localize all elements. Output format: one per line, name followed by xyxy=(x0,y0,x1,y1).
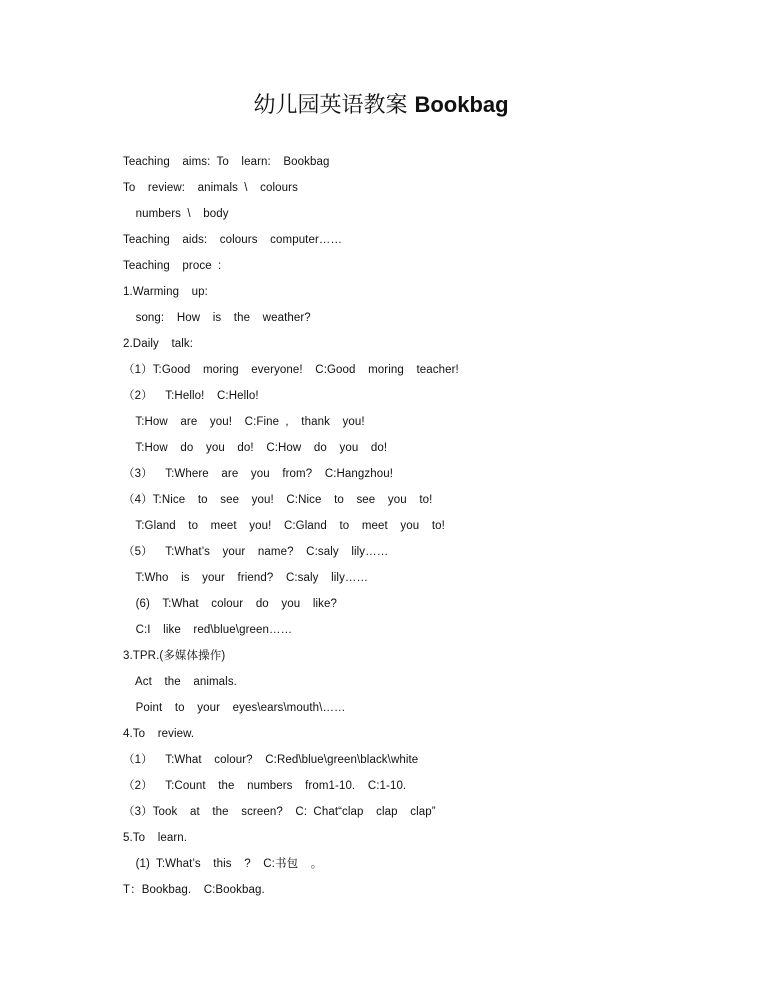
text-line-daily-talk-4: （4）T:Nice to see you! C:Nice to see you to! xyxy=(123,494,433,506)
text-line-daily-talk-2: （2） T:Hello! C:Hello! xyxy=(123,390,259,402)
text-line-daily-talk-2b: T:How are you! C:Fine , thank you! xyxy=(123,416,365,428)
document-title-english: Bookbag xyxy=(414,92,509,117)
lesson-plan-body xyxy=(123,152,723,906)
text-line-daily-talk-2c: T:How do you do! C:How do you do! xyxy=(123,442,388,454)
section-heading-tpr: 3.TPR.(多媒体操作) xyxy=(123,650,226,662)
section-heading-warming-up: 1.Warming up: xyxy=(123,286,208,298)
text-line-point: Point to your eyes\ears\mouth\…… xyxy=(123,702,346,714)
text-line-daily-talk-6: (6) T:What colour do you like? xyxy=(123,598,337,610)
document-title xyxy=(0,88,762,123)
section-heading-to-learn: 5.To learn. xyxy=(123,832,188,844)
document-title-chinese: 幼儿园英语教案 xyxy=(253,93,415,118)
text-line-review-continued: numbers \ body xyxy=(123,208,229,220)
text-line-teaching-aims: Teaching aims: To learn: Bookbag xyxy=(123,156,330,168)
text-line-review: To review: animals \ colours xyxy=(123,182,298,194)
text-line-daily-talk-1: （1）T:Good moring everyone! C:Good moring teacher! xyxy=(123,364,459,376)
text-line-teaching-process: Teaching proce : xyxy=(123,260,222,272)
text-line-daily-talk-6b: C:I like red\blue\green…… xyxy=(123,624,293,636)
text-line-song: song: How is the weather? xyxy=(123,312,311,324)
text-line-review-1: （1） T:What colour? C:Red\blue\green\black\white xyxy=(123,754,419,766)
text-line-daily-talk-5b: T:Who is your friend? C:saly lily…… xyxy=(123,572,369,584)
text-line-daily-talk-4b: T:Gland to meet you! C:Gland to meet you to! xyxy=(123,520,445,532)
section-heading-daily-talk: 2.Daily talk: xyxy=(123,338,194,350)
text-line-daily-talk-5: （5） T:What’s your name? C:saly lily…… xyxy=(123,546,389,558)
text-line-teaching-aids: Teaching aids: colours computer…… xyxy=(123,234,343,246)
section-heading-to-review: 4.To review. xyxy=(123,728,195,740)
text-line-daily-talk-3: （3） T:Where are you from? C:Hangzhou! xyxy=(123,468,394,480)
text-line-act-animals: Act the animals. xyxy=(123,676,237,688)
text-line-learn-1b: T：Bookbag. C:Bookbag. xyxy=(123,884,265,896)
text-line-review-3: （3）Took at the screen? C: Chat“clap clap clap” xyxy=(123,806,436,818)
text-line-learn-1: (1) T:What’s this ? C:书包 。 xyxy=(123,858,323,870)
text-line-review-2: （2） T:Count the numbers from1-10. C:1-10. xyxy=(123,780,407,792)
